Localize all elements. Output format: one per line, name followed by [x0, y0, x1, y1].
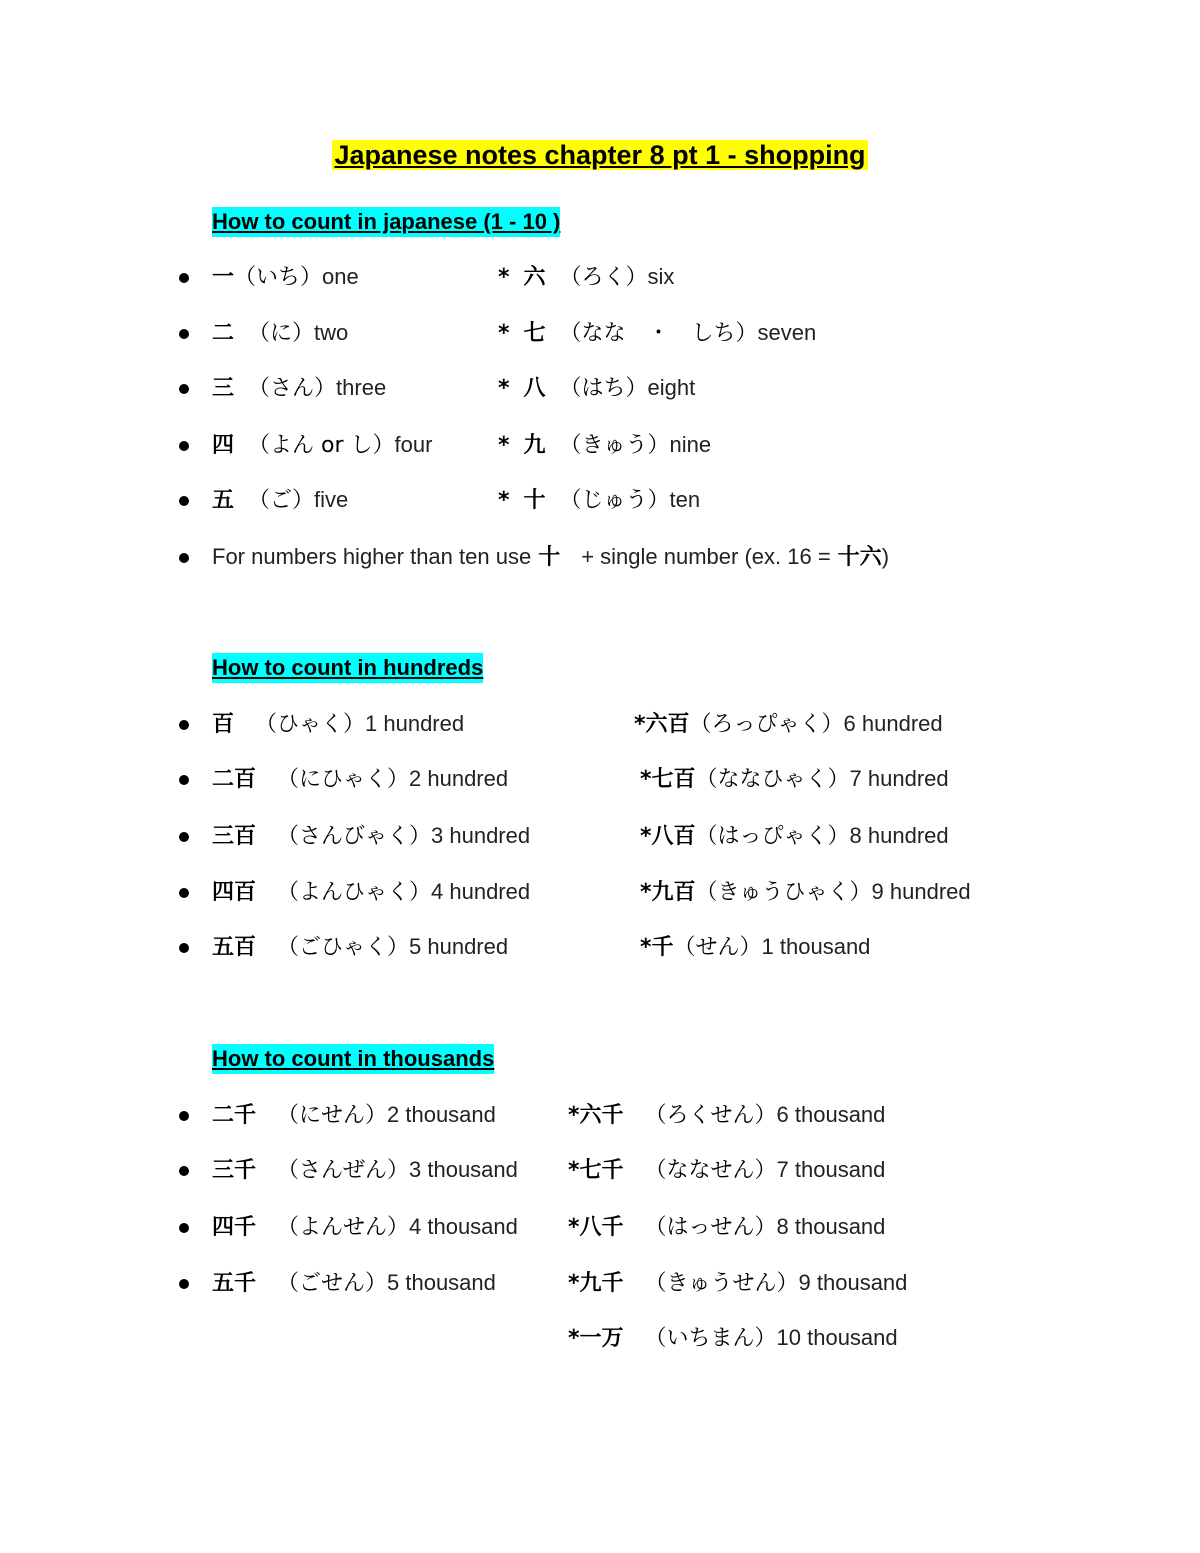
bullet: [179, 943, 189, 953]
list-item: 四百 （よんひゃく）4 hundred: [212, 879, 531, 905]
bullet: [179, 720, 189, 730]
bullet: [179, 441, 189, 451]
list-item: *六百（ろっぴゃく）6 hundred: [634, 711, 943, 737]
list-item: *七千 （ななせん）7 thousand: [568, 1157, 886, 1183]
list-item: 三千 （さんぜん）3 thousand: [212, 1157, 518, 1183]
list-item: *六千 （ろくせん）6 thousand: [568, 1102, 886, 1128]
list-item: *九千 （きゅうせん）9 thousand: [568, 1270, 908, 1296]
list-item: * 十 （じゅう）ten: [498, 487, 701, 513]
list-item: * 八 （はち）eight: [498, 375, 696, 401]
list-item: *千（せん）1 thousand: [640, 934, 871, 960]
list-item: * 七 （なな ・ しち）seven: [498, 320, 817, 346]
note-line: For numbers higher than ten use 十 + single number (ex. 16 = 十六): [212, 544, 890, 570]
bullet: [179, 496, 189, 506]
list-item: 四 （よん or し）four: [212, 432, 433, 458]
bullet: [179, 775, 189, 785]
list-item: 三百 （さんびゃく）3 hundred: [212, 823, 531, 849]
bullet: [179, 553, 189, 563]
list-item: * 六 （ろく）six: [498, 264, 675, 290]
list-item: 五百 （ごひゃく）5 hundred: [212, 934, 509, 960]
bullet: [179, 888, 189, 898]
bullet: [179, 1223, 189, 1233]
list-item: 二千 （にせん）2 thousand: [212, 1102, 496, 1128]
section-heading-thousands: How to count in thousands: [212, 1044, 494, 1074]
list-item: 五千 （ごせん）5 thousand: [212, 1270, 496, 1296]
bullet: [179, 329, 189, 339]
section-heading-1-10: How to count in japanese (1 - 10 ): [212, 207, 560, 237]
list-item: 四千 （よんせん）4 thousand: [212, 1214, 518, 1240]
page-title: [0, 140, 1200, 171]
list-item: * 九 （きゅう）nine: [498, 432, 712, 458]
list-item: 二百 （にひゃく）2 hundred: [212, 766, 509, 792]
bullet: [179, 832, 189, 842]
list-item: 二 （に）two: [212, 320, 349, 346]
list-item: *八千 （はっせん）8 thousand: [568, 1214, 886, 1240]
list-item: 三 （さん）three: [212, 375, 387, 401]
page-title-text: Japanese notes chapter 8 pt 1 - shopping: [334, 140, 866, 170]
list-item: *七百（ななひゃく）7 hundred: [640, 766, 949, 792]
bullet: [179, 273, 189, 283]
bullet: [179, 1279, 189, 1289]
bullet: [179, 1166, 189, 1176]
bullet: [179, 384, 189, 394]
section-heading-hundreds: How to count in hundreds: [212, 653, 483, 683]
list-item: 一（いち）one: [212, 264, 359, 290]
list-item: *八百（はっぴゃく）8 hundred: [640, 823, 949, 849]
list-item: *一万 （いちまん）10 thousand: [568, 1325, 898, 1351]
list-item: 五 （ご）five: [212, 487, 349, 513]
bullet: [179, 1111, 189, 1121]
list-item: 百 （ひゃく）1 hundred: [212, 711, 465, 737]
list-item: *九百（きゅうひゃく）9 hundred: [640, 879, 971, 905]
